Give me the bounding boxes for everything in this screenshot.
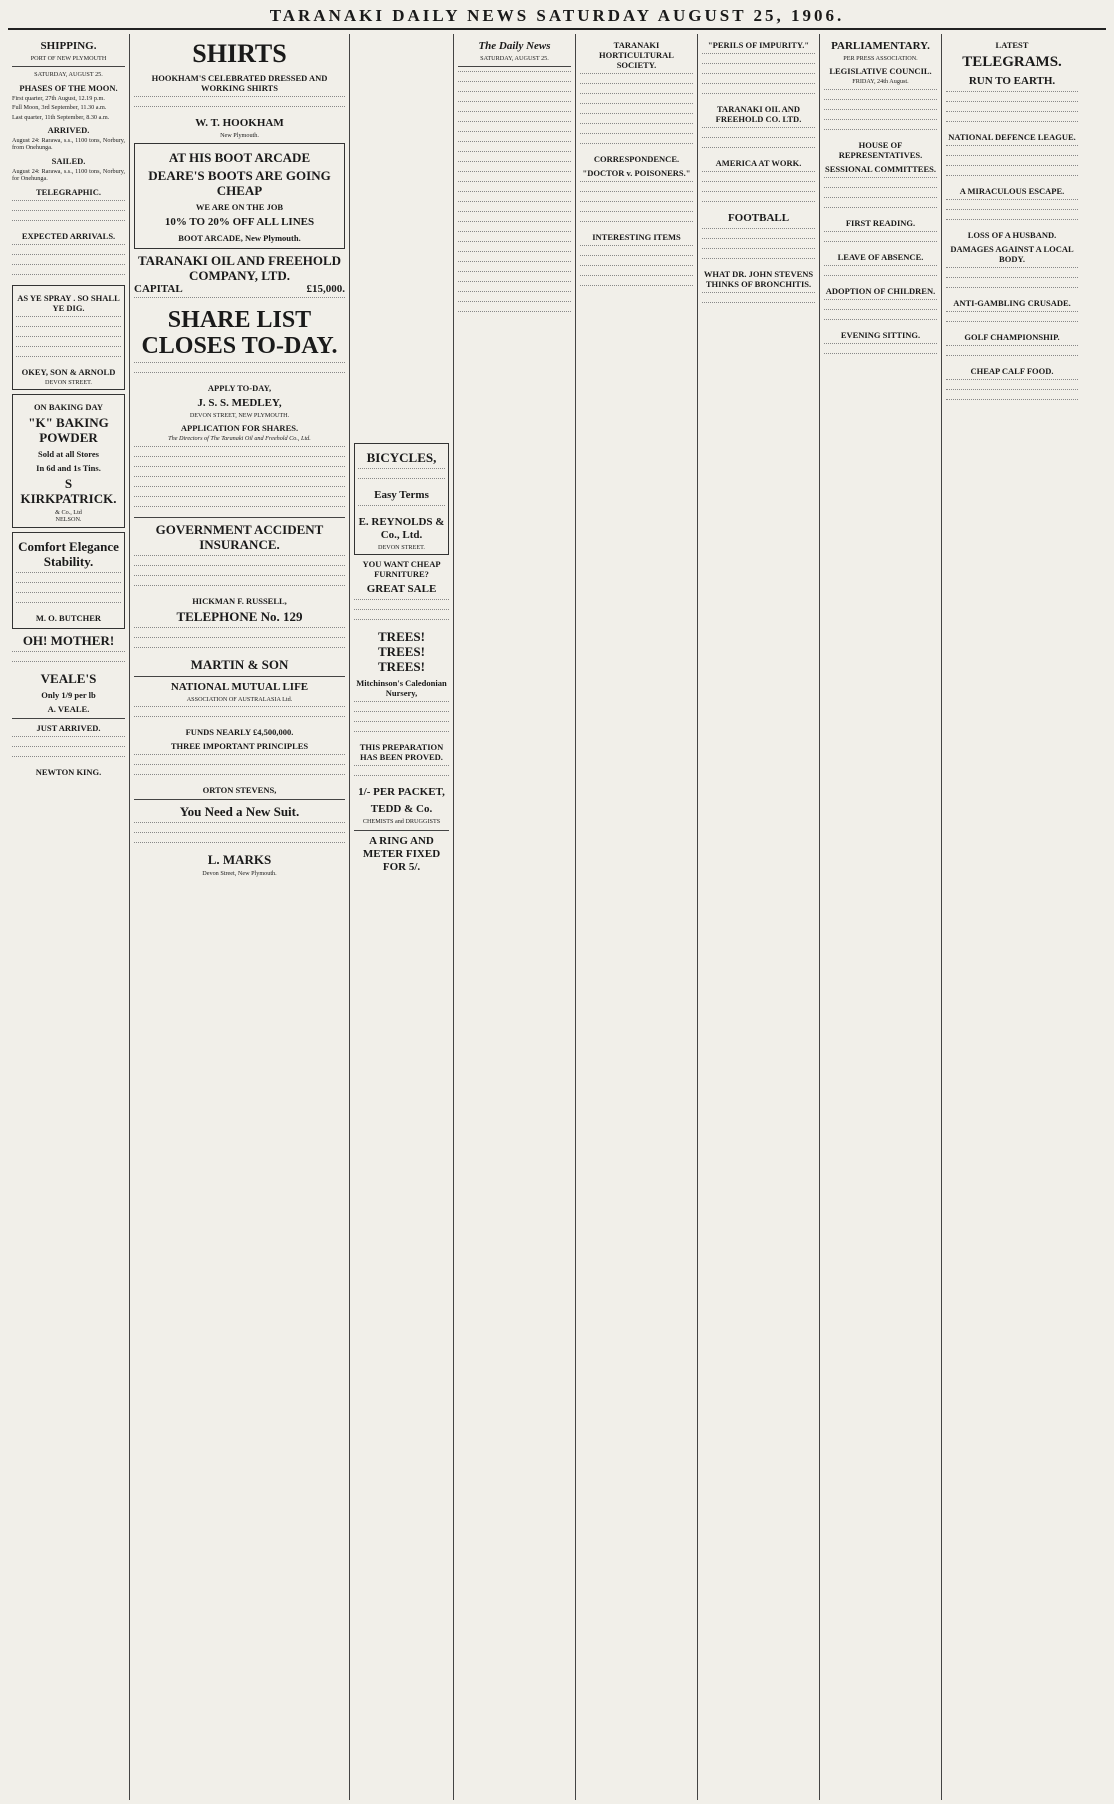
divider [12,66,125,67]
orton-stevens: ORTON STEVENS, [202,785,277,796]
correspondence: CORRESPONDENCE. [593,154,680,164]
port-name: PORT OF NEW PLYMOUTH [30,55,107,62]
ad-kirkpatrick-co: & Co., Ltd [55,509,82,517]
furniture-heading: YOU WANT CHEAP FURNITURE? [362,559,441,580]
columns [8,34,1106,1800]
marks-place: Devon Street, New Plymouth. [202,870,277,878]
hookham-place: New Plymouth. [220,132,259,139]
reynolds-place: DEVON STREET. [378,544,425,551]
shipping-date: SATURDAY, AUGUST 25. [34,71,103,79]
column-1 [8,34,130,1800]
national-sub: ASSOCIATION OF AUSTRALASIA Ltd. [186,695,293,703]
tedd-sub: CHEMISTS and DRUGGISTS [362,818,441,826]
shipping-heading: SHIPPING. [40,40,97,52]
arrived-heading: ARRIVED. [47,125,90,136]
column-7 [820,34,942,1800]
national-defence: NATIONAL DEFENCE LEAGUE. [948,132,1076,142]
discount: 10% TO 20% OFF ALL LINES [164,216,315,229]
ad-kirkpatrick: S KIRKPATRICK. [20,476,117,507]
telephone: TELEPHONE No. 129 [176,608,303,624]
column-5 [576,34,698,1800]
govt-insurance: GOVERNMENT ACCIDENT INSURANCE. [155,521,324,552]
parliament-date: FRIDAY, 24th August. [852,78,909,86]
we-are-on-job: WE ARE ON THE JOB [195,202,284,213]
football: FOOTBALL [727,212,790,224]
ad-bicycles [354,443,449,555]
ad-kirkpatrick-place: NELSON. [55,516,82,524]
ad-comfort-title: Comfort Elegance Stability. [18,538,119,569]
press-assoc: PER PRESS ASSOCIATION. [843,55,918,62]
ad-comfort [12,532,125,629]
anti-gambling: ANTI-GAMBLING CRUSADE. [953,298,1071,308]
ad-veale-name: A. VEALE. [47,703,90,714]
run-to-earth: RUN TO EARTH. [968,75,1056,87]
trees: TREES! TREES! TREES! [378,629,425,675]
sailed-heading: SAILED. [51,155,86,166]
column-8 [942,34,1082,1800]
directors: The Directors of The Taranaki Oil and Freehold Co., Ltd. [168,435,311,443]
perils-impurity: "PERILS OF IMPURITY." [707,40,810,50]
telegrams: TELEGRAMS. [962,54,1062,70]
martin-son: MARTIN & SON [190,656,289,672]
column-2 [130,34,350,1800]
reynolds: E. REYNOLDS & Co., Ltd. [358,516,445,541]
evening-sitting: EVENING SITTING. [840,329,921,340]
column-6 [698,34,820,1800]
column-3 [350,34,454,1800]
ad-okey-place: DEVON STREET. [45,378,92,386]
oil-freehold-article: TARANAKI OIL AND FREEHOLD CO. LTD. [715,104,802,124]
share-list: SHARE LIST CLOSES TO-DAY. [141,306,338,359]
mitchinson: Mitchinson's Caledonian Nursery, [356,678,447,699]
phase-item: Last quarter, 11th September, 8.30 a.m. [12,113,110,121]
masthead: TARANAKI DAILY NEWS SATURDAY AUGUST 25, 1906. [8,6,1106,30]
ad-butcher: M. O. BUTCHER [35,612,102,623]
newton-king: NEWTON KING. [35,766,102,777]
arrived-text: August 24: Rarawa, s.s., 1100 tons, Norbury, from Onehunga. [12,137,125,152]
house-of-reps: HOUSE OF REPRESENTATIVES. [838,139,923,160]
ad-baking-sold: Sold at all Stores [37,449,99,460]
shirts-title: SHIRTS [192,39,287,68]
capital-label: CAPITAL [134,283,183,296]
new-suit: You Need a New Suit. [179,804,300,820]
funds: FUNDS NEARLY £4,500,000. [185,727,294,738]
application-heading: APPLICATION FOR SHARES. [180,423,299,434]
ad-spray [12,285,125,390]
per-packet: 1/- PER PACKET, [358,786,445,799]
capital-value: £15,000. [306,283,345,296]
phase-item: Full Moon, 3rd September, 11.30 a.m. [12,104,107,112]
daily-news-title: The Daily News [478,40,551,52]
leave-absence: LEAVE OF ABSENCE. [837,251,924,262]
cheap-calf-food: CHEAP CALF FOOD. [970,366,1054,376]
interesting-items: INTERESTING ITEMS [592,232,681,242]
loss-of-husband: LOSS OF A HUSBAND. [967,230,1057,240]
telegraphic-heading: TELEGRAPHIC. [36,186,101,197]
ad-baking-k: "K" BAKING POWDER [28,415,109,446]
ad-veale-title: VEALE'S [40,670,97,686]
great-sale: GREAT SALE [366,583,437,596]
doctors-poisoners: "DOCTOR v. POISONERS." [582,168,691,178]
ad-baking-on: ON BAKING DAY [33,402,104,413]
adoption-children: ADOPTION OF CHILDREN. [825,285,936,296]
ring-meter: A RING AND METER FIXED FOR 5/. [362,834,441,873]
what-dr: WHAT DR. JOHN STEVENS THINKS OF BRONCHITIS. [703,269,814,289]
ad-baking-tins: In 6d and 1s Tins. [36,463,101,474]
damages-local-body: DAMAGES AGAINST A LOCAL BODY. [950,244,1074,264]
three-principles: THREE IMPORTANT PRINCIPLES [170,741,309,752]
bicycles-title: BICYCLES, [366,450,437,465]
daily-news-date: SATURDAY, AUGUST 25. [480,55,549,62]
easy-terms: Easy Terms [374,489,429,501]
just-arrived-heading: JUST ARRIVED. [36,722,101,733]
first-reading: FIRST READING. [845,217,916,228]
ad-oh-mother: OH! MOTHER! [22,632,115,648]
expected-heading: EXPECTED ARRIVALS. [21,230,116,241]
sailed-text: August 24: Rarawa, s.s., 1100 tons, Norbury, for Onehunga. [12,167,125,183]
hickman: HICKMAN F. RUSSELL, [192,595,287,606]
ad-baking [12,394,125,528]
deare-boots: DEARE'S BOOTS ARE GOING CHEAP [148,168,331,199]
medley-place: DEVON STREET, NEW PLYMOUTH. [189,411,290,419]
legislative-council: LEGISLATIVE COUNCIL. [829,66,932,77]
hookham-heading: HOOKHAM'S CELEBRATED DRESSED AND WORKING SHIRTS [151,73,328,93]
latest: LATEST [995,40,1029,50]
miraculous-escape: A MIRACULOUS ESCAPE. [959,186,1065,196]
ad-boot-arcade [134,143,345,249]
this-preparation: THIS PREPARATION HAS BEEN PROVED. [359,742,444,763]
boot-arcade-place: BOOT ARCADE, New Plymouth. [178,233,301,244]
apply-today: APPLY TO-DAY, [207,382,272,393]
sessional-committees: SESSIONAL COMMITTEES. [824,163,936,174]
hookham-name: W. T. HOOKHAM [195,117,284,129]
national-mutual: NATIONAL MUTUAL LIFE [170,680,309,693]
tedd: TEDD & Co. [370,803,433,816]
column-4 [454,34,576,1800]
america-at-work: AMERICA AT WORK. [715,158,802,168]
phase-item: First quarter, 27th August, 12.19 p.m. [12,94,105,102]
marks-name: L. MARKS [207,852,272,868]
phases-list [12,95,125,121]
ad-spray-title: AS YE SPRAY . SO SHALL YE DIG. [17,292,120,313]
medley-name: J. S. S. MEDLEY, [197,396,282,409]
capital-row [134,283,345,296]
golf-championship: GOLF CHAMPIONSHIP. [964,332,1060,342]
parliamentary: PARLIAMENTARY. [831,40,930,52]
ad-veale-price: Only 1/9 per lb [41,689,96,700]
phases-heading: PHASES OF THE MOON. [19,82,118,93]
oil-title: TARANAKI OIL AND FREEHOLD COMPANY, LTD. [137,253,342,284]
boot-arcade-heading: AT HIS BOOT ARCADE [168,150,311,166]
horticultural: TARANAKI HORTICULTURAL SOCIETY. [599,40,674,70]
ad-okey-name: OKEY, SON & ARNOLD [21,366,116,377]
